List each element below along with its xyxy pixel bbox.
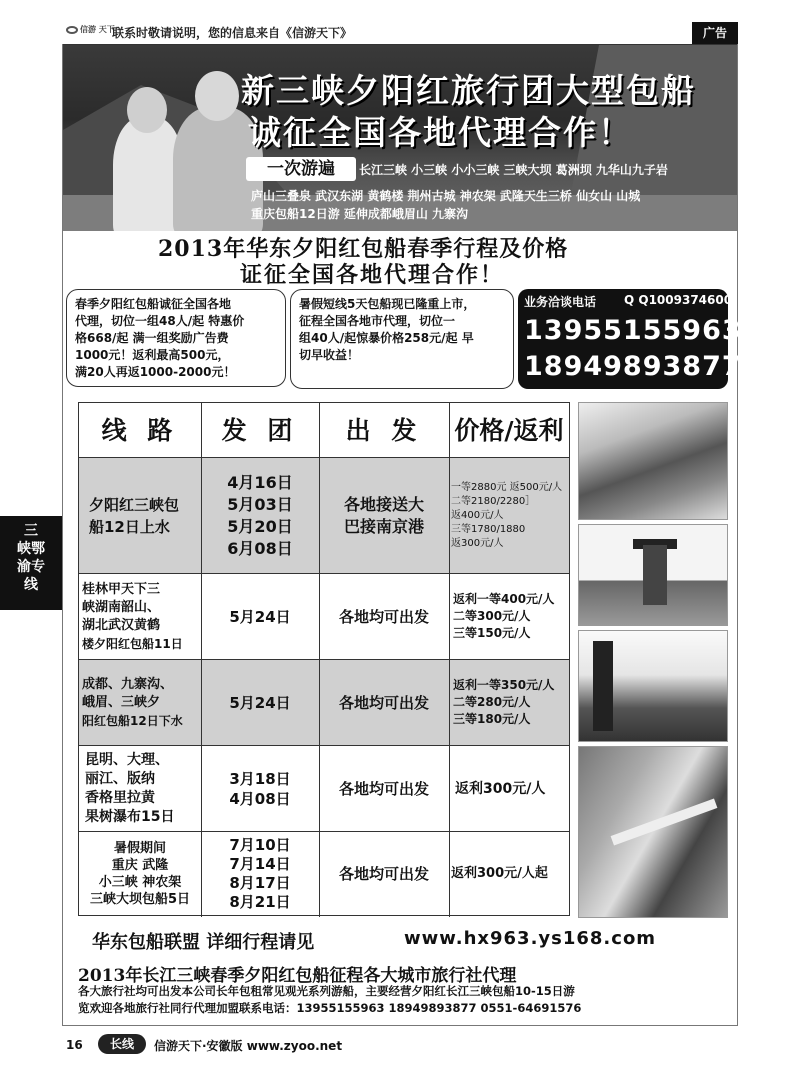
section-pill: 长线 [98,1034,146,1054]
man-head [195,71,239,121]
dates-cell [201,832,319,916]
ad-tag: 广告 [692,22,738,44]
hero-banner [63,45,737,231]
footer-headline: 2013年长江三峡春季夕阳红包船征程各大城市旅行社代理 [78,966,517,986]
departure-cell [319,574,449,659]
header-departure: 出 发 [345,416,423,445]
price-line: 返利300元/人起 [451,866,548,881]
price-cell [449,832,569,916]
route-line: 小三峡 神农架 [98,875,182,890]
price-line: 三等150元/人 [453,626,531,640]
promo-line: 1000元！返利最高500元， [75,348,230,362]
date-line: 8月21日 [229,893,291,911]
route-cell [83,458,201,573]
promo-line: 组40人/起惊暴价格258元/起 早 [299,331,474,345]
departure-cell [319,660,449,745]
date-line: 7月10日 [229,836,291,854]
table-row [79,832,569,916]
column-divider [319,403,320,917]
price-line: 一等2880元 返500元/人 [451,481,563,493]
woman-head [127,87,167,133]
price-line: 返利300元/人 [455,780,546,797]
table-row [79,574,569,660]
destination-line-3: 重庆包船12日游 延伸成都峨眉山 九寨沟 [251,207,469,221]
alliance-text: 华东包船联盟 详细行程请见 [92,932,315,953]
departure-line: 各地均可出发 [338,779,429,798]
price-line: 返利一等350元/人 [453,678,555,692]
price-cell [449,660,569,745]
route-line: 香格里拉黄 [85,789,155,806]
route-line: 重庆 武隆 [111,858,169,873]
route-cell [79,660,201,745]
departure-line: 各地均可出发 [338,865,429,883]
date-line: 8月17日 [229,874,291,892]
contact-box [518,289,742,389]
departure-cell [319,832,449,916]
route-line: 三峡大坝包船5日 [89,892,191,907]
price-line: 二等2180/2280］ [451,495,536,507]
route-line: 昆明、大理、 [85,751,169,768]
gorge-photo [578,402,728,520]
date-line: 6月08日 [227,538,293,558]
route-line: 峡湖南韶山、 [82,599,161,615]
dates-cell [201,458,319,573]
promo-line: 切早收益！ [299,348,360,362]
source-notice: 联系时敬请说明，您的信息来自《信游天下》 [112,26,353,40]
price-line: 二等280元/人 [453,695,531,709]
date-line: 3月18日 [229,769,291,788]
price-cell [449,458,569,573]
one-trip-badge: 一次游遍 [246,157,356,181]
price-line: 二等300元/人 [453,609,531,623]
logo-swirl-icon [66,26,78,34]
table-header [79,403,569,458]
banner-headline-1: 新三峡夕阳红旅行团大型包船 [241,71,696,110]
three-gorges-dam-photo [578,746,728,918]
departure-cell [319,458,449,573]
pagoda-photo [578,630,728,742]
price-line: 三等1780/1880 [451,523,526,535]
departure-line: 各地均可出发 [338,607,429,626]
side-tab-line: 三 [24,523,38,539]
departure-line: 各地接送大 [343,494,424,514]
route-line: 桂林甲天下三 [82,581,161,597]
price-cell [449,746,569,831]
date-line: 5月24日 [229,607,291,626]
page-number: 16 [66,1038,83,1052]
header-price: 价格/返利 [454,416,564,445]
promo-line: 春季夕阳红包船诚征全国各地 [75,297,232,311]
departure-cell [319,746,449,831]
table-row [79,458,569,574]
side-tab-line: 渝专 [17,559,45,575]
route-cell [79,574,201,659]
promo-line: 代理，切位一组48人/起 特惠价 [75,314,245,328]
dam-shape [611,798,718,845]
publication-logo [66,24,115,35]
destination-line-1: 长江三峡 小三峡 小小三峡 三峡大坝 葛洲坝 九华山九子岩 [359,163,668,177]
yellow-crane-tower-photo [578,524,728,626]
date-line: 5月20日 [227,516,293,536]
route-line: 湖北武汉黄鹤 [82,617,161,633]
route-line: 果树瀑布15日 [85,808,175,825]
route-line: 峨眉、三峡夕 [82,694,161,710]
departure-line: 巴接南京港 [343,516,424,536]
dates-cell [201,746,319,831]
price-line: 三等180元/人 [453,712,531,726]
qq-number: Q Q1009374600 [624,293,733,307]
itinerary-table [78,402,570,916]
phone-number-1: 13955155963 [524,315,742,346]
footer-line-2: 览欢迎各地旅行社同行代理加盟联系电话：13955155963 18949893877 0551-64691576 [78,1001,582,1015]
column-divider [201,403,202,917]
dates-cell [201,660,319,745]
date-line: 7月14日 [229,855,291,873]
side-tab-line: 线 [24,577,38,593]
section-subtitle: 证征全国各地代理合作！ [240,262,505,288]
contact-label: 业务洽谈电话 [524,295,597,309]
route-cell [79,746,201,831]
route-line: 丽江、版纳 [85,770,155,787]
price-cell [449,574,569,659]
route-line: 暑假期间 [113,841,166,856]
footer-line-1: 各大旅行社均可出发本公司长年包租常见观光系列游船，主要经营夕阳红长江三峡包船10-15日游 [78,984,575,998]
pagoda-shape [593,641,613,731]
section-title: 2013年华东夕阳红包船春季行程及价格 [158,236,569,262]
date-line: 4月16日 [227,472,293,492]
promo-line: 格668/起 满一组奖励广告费 [75,331,229,345]
publication-footer: 信游天下·安徽版 www.zyoo.net [154,1039,343,1053]
route-line: 阳红包船12日下水 [82,713,183,728]
header-dates: 发 团 [221,416,299,445]
promo-line: 征程全国各地市代理，切位一 [299,314,456,328]
destination-line-2: 庐山三叠泉 武汉东湖 黄鹤楼 荆州古城 神农架 武隆天生三桥 仙女山 山城 [251,189,641,203]
banner-headline-2: 诚征全国各地代理合作！ [248,113,633,152]
column-divider [449,403,450,917]
price-line: 返利一等400元/人 [453,592,555,606]
date-line: 5月03日 [227,494,293,514]
route-line: 楼夕阳红包船11日 [82,636,183,651]
route-line: 船12日上水 [89,517,170,536]
route-line: 成都、九寨沟、 [82,676,174,692]
promo-line: 暑假短线5天包船现已隆重上市， [299,297,476,311]
route-cell [79,832,201,916]
table-row [79,660,569,746]
side-tab-line: 峡鄂 [17,541,45,557]
logo-text: 信游 天下 [80,25,115,34]
date-line: 4月08日 [229,789,291,808]
price-line: 返300元/人 [451,537,504,549]
summer-promo-bubble [290,289,514,389]
route-line: 夕阳红三峡包 [89,495,180,514]
phone-number-2: 18949893877 [524,351,742,382]
price-line: 返400元/人 [451,509,504,521]
section-side-tab [0,516,62,610]
departure-line: 各地均可出发 [338,693,429,712]
table-row [79,746,569,832]
page-header [0,0,800,44]
tower-body [643,545,667,605]
spring-promo-bubble [66,289,286,387]
date-line: 5月24日 [229,693,291,712]
promo-line: 满20人再返1000-2000元！ [75,365,236,379]
website-link[interactable]: www.hx963.ys168.com [404,928,657,949]
header-route: 线 路 [101,416,179,445]
dates-cell [201,574,319,659]
